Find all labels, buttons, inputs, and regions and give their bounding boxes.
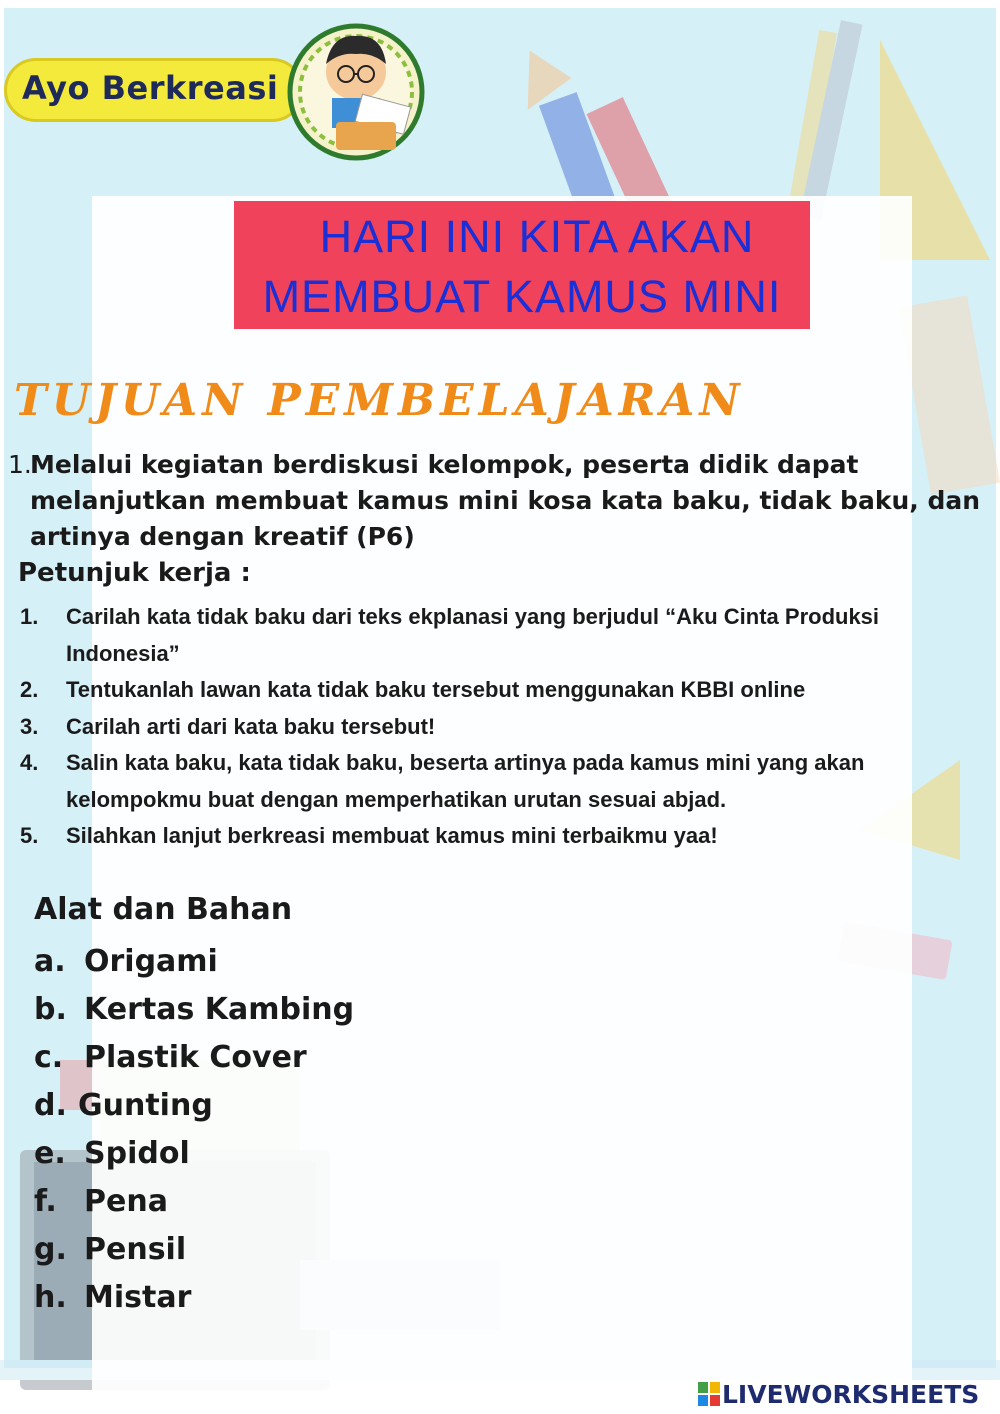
material-letter: h. <box>34 1280 67 1315</box>
title-line-1: HARI INI KITA AKAN <box>319 211 755 262</box>
goal-text: Melalui kegiatan berdiskusi kelompok, peserta didik dapat melanjutkan membuat kamus mini kosa kata baku, tidak baku, dan artinya dengan kreatif (P6) <box>30 450 981 551</box>
material-item <box>34 1130 354 1178</box>
liveworksheets-label: LIVEWORKSHEETS <box>722 1379 980 1409</box>
material-letter: a. <box>34 944 66 979</box>
instruction-number: 2. <box>20 677 39 702</box>
material-name: Mistar <box>84 1280 192 1315</box>
learning-goals-heading: TUJUAN PEMBELAJARAN <box>14 375 745 426</box>
material-letter: c. <box>34 1040 64 1075</box>
material-item <box>34 938 354 986</box>
banner-label: Ayo Berkreasi <box>22 69 279 107</box>
material-letter: d. <box>34 1088 67 1123</box>
instruction-text: Tentukanlah lawan kata tidak baku tersebut menggunakan KBBI online <box>66 677 806 702</box>
material-name: Gunting <box>78 1088 213 1123</box>
liveworksheets-mark-icon <box>698 1382 720 1406</box>
learning-goal-item <box>8 447 983 555</box>
material-item <box>34 1178 354 1226</box>
liveworksheets-logo <box>698 1378 979 1410</box>
instruction-item <box>16 709 976 746</box>
instruction-number: 4. <box>20 750 39 775</box>
instructions-heading: Petunjuk kerja : <box>18 558 251 588</box>
title-banner <box>234 201 810 329</box>
materials-heading: Alat dan Bahan <box>34 892 293 927</box>
material-name: Kertas Kambing <box>84 992 355 1027</box>
instruction-text: Salin kata baku, kata tidak baku, beserta artinya pada kamus mini yang akan kelompokmu buat dengan memperhatikan urutan sesuai abjad. <box>66 750 865 812</box>
instruction-number: 5. <box>20 823 39 848</box>
material-name: Plastik Cover <box>84 1040 307 1075</box>
instruction-text: Silahkan lanjut berkreasi membuat kamus mini terbaikmu yaa! <box>66 823 718 848</box>
material-item <box>34 1274 354 1322</box>
instruction-item <box>16 599 976 672</box>
instruction-number: 1. <box>20 604 39 629</box>
instruction-text: Carilah kata tidak baku dari teks ekplanasi yang berjudul “Aku Cinta Produksi Indonesia” <box>66 604 880 666</box>
instruction-item <box>16 672 976 709</box>
instructions-list <box>16 599 976 855</box>
material-name: Spidol <box>84 1136 190 1171</box>
goal-number: 1. <box>8 450 32 479</box>
mascot-illustration-icon <box>282 22 430 162</box>
material-item <box>34 1226 354 1274</box>
material-name: Origami <box>84 944 218 979</box>
material-name: Pena <box>84 1184 168 1219</box>
material-name: Pensil <box>84 1232 187 1267</box>
material-letter: g. <box>34 1232 67 1267</box>
banner <box>0 12 430 152</box>
instruction-number: 3. <box>20 713 39 739</box>
material-item <box>34 1034 354 1082</box>
title-line-2: MEMBUAT KAMUS MINI <box>262 271 782 322</box>
material-letter: f. <box>34 1184 57 1219</box>
material-item <box>34 1082 354 1130</box>
material-item <box>34 986 354 1034</box>
instruction-text: Carilah arti dari kata baku tersebut! <box>66 713 436 739</box>
instruction-item <box>16 745 976 818</box>
instruction-item <box>16 818 976 855</box>
materials-list <box>34 938 354 1322</box>
material-letter: b. <box>34 992 67 1027</box>
material-letter: e. <box>34 1136 66 1171</box>
